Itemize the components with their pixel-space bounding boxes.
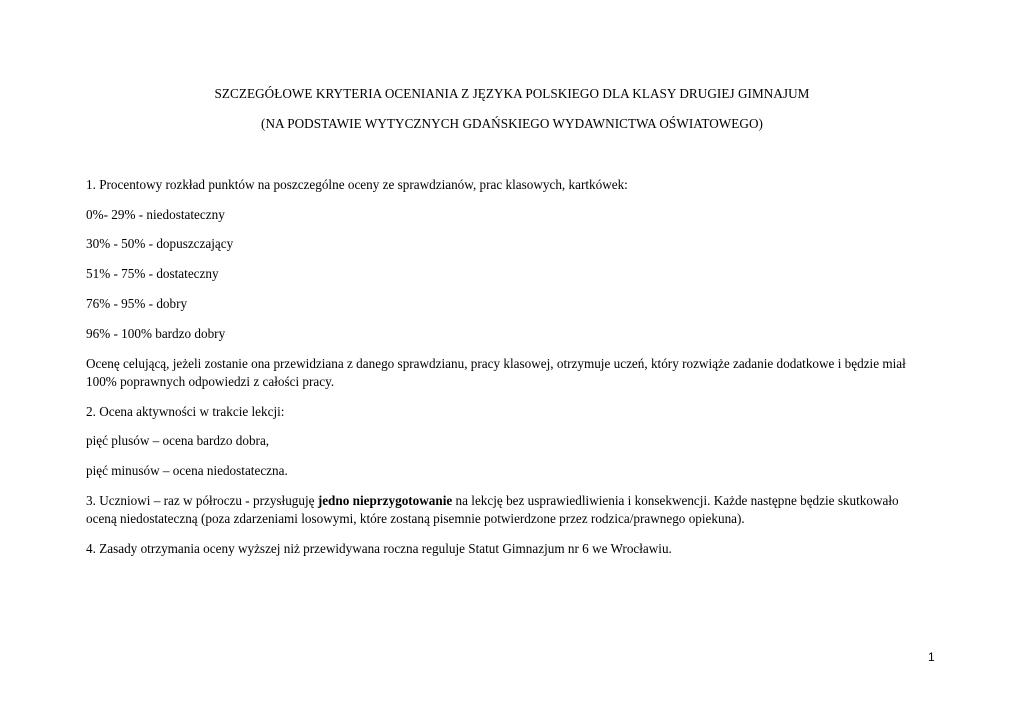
celujaca-paragraph-line-2: 100% poprawnych odpowiedzi z całości pracy. bbox=[86, 374, 335, 389]
section-3-line-2: oceną niedostateczną (poza zdarzeniami losowymi, które zostaną pisemnie potwierdzone przez rodzica/prawnego opiekuna). bbox=[86, 511, 745, 526]
section-3-text-after: na lekcję bez usprawiedliwienia i konsekwencji. Każde następne będzie skutkowało bbox=[452, 493, 899, 508]
celujaca-paragraph-line-1: Ocenę celującą, jeżeli zostanie ona przewidziana z danego sprawdzianu, pracy klasowej, otrzymuje uczeń, który rozwiąże zadanie dodatkowe i będzie miał bbox=[86, 356, 906, 371]
grade-range-item: 76% - 95% - dobry bbox=[86, 296, 188, 311]
section-3-bold-text: jedno nieprzygotowanie bbox=[317, 493, 453, 508]
activity-item: pięć plusów – ocena bardzo dobra, bbox=[86, 433, 270, 448]
document-subtitle: (NA PODSTAWIE WYTYCZNYCH GDAŃSKIEGO WYDAWNICTWA OŚWIATOWEGO) bbox=[261, 116, 763, 131]
activity-item: pięć minusów – ocena niedostateczna. bbox=[86, 463, 288, 478]
grade-range-item: 51% - 75% - dostateczny bbox=[86, 266, 219, 281]
page-number: 1 bbox=[928, 650, 935, 664]
grade-range-item: 96% - 100% bardzo dobry bbox=[86, 326, 226, 341]
grade-range-item: 30% - 50% - dopuszczający bbox=[86, 236, 234, 251]
section-4-paragraph: 4. Zasady otrzymania oceny wyższej niż przewidywana roczna reguluje Statut Gimnazjum nr 6 we Wrocławiu. bbox=[86, 541, 672, 556]
section-3-line-1 bbox=[86, 492, 899, 510]
section-1-heading: 1. Procentowy rozkład punktów na poszczególne oceny ze sprawdzianów, prac klasowych, kartkówek: bbox=[86, 177, 628, 192]
section-3-text-before: 3. Uczniowi – raz w półroczu - przysługuję bbox=[86, 493, 318, 508]
section-2-heading: 2. Ocena aktywności w trakcie lekcji: bbox=[86, 404, 285, 419]
grade-range-item: 0%- 29% - niedostateczny bbox=[86, 207, 225, 222]
document-title: SZCZEGÓŁOWE KRYTERIA OCENIANIA Z JĘZYKA POLSKIEGO DLA KLASY DRUGIEJ GIMNAJUM bbox=[214, 86, 810, 101]
